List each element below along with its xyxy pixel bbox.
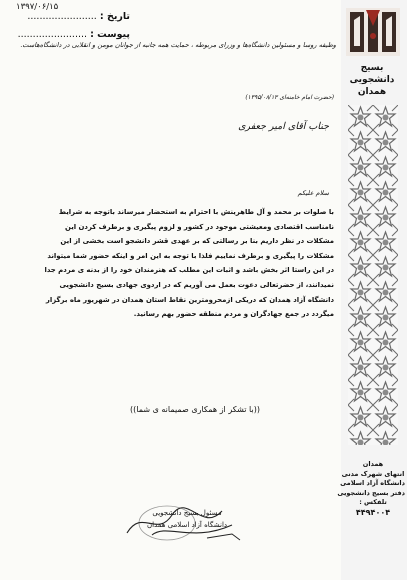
attachment-field bbox=[10, 29, 130, 40]
greeting-text: سلام علیکم bbox=[297, 189, 329, 197]
body-line: میگردد در جمع جهادگران و مردم منطقه حضور بهم رسانید. bbox=[133, 310, 334, 319]
body-line: دانشگاه آزاد همدان که دریکی ازمحرومترین نقاط استان همدان در شهریور ماه برگزار bbox=[45, 295, 334, 304]
date-field bbox=[10, 11, 130, 22]
quote-source: (حضرت امام خامنه‌ای ۱۳۹۵/۰۸/۱۳) bbox=[245, 94, 334, 101]
body-line: مشکلات را پیگیری و برطرف نماییم فلذا با توجه به این امر و اینکه حضور شما میتواند bbox=[47, 251, 334, 260]
date-dots: ....................... bbox=[27, 11, 97, 22]
signature-org: دانشگاه آزاد اسلامی همدان bbox=[146, 521, 228, 529]
date-value: ۱۳۹۷/۰۶/۱۵ bbox=[16, 2, 59, 12]
body-line: نمیدانند، از حضرتعالی دعوت بعمل می آوریم که در اردوی جهادی بسیج دانشجویی bbox=[59, 280, 334, 289]
signature-block bbox=[112, 503, 262, 548]
islamic-pattern-decoration bbox=[348, 105, 398, 445]
body-line: با صلوات بر محمد و آل طاهرینش با احترام به استحضار میرساند باتوجه به شرایط bbox=[58, 208, 334, 216]
letter-body bbox=[6, 205, 334, 322]
body-line: مشکلات در نظر داریم بنا بر رسالتی که بر عهدی قشر دانشجو است بخشی از این bbox=[60, 237, 334, 246]
brand-line: دانشجویی bbox=[349, 75, 395, 85]
contact-phone-label: تلفکس : bbox=[359, 498, 387, 506]
body-line: نامناسب اقتصادی ومعیشتی موجود در کشور و لزوم پیگیری و برطرف کردن این bbox=[65, 222, 334, 231]
contact-address: دانشگاه آزاد اسلامی bbox=[340, 479, 405, 487]
contact-info bbox=[337, 460, 405, 517]
date-label: تاریخ : bbox=[99, 11, 130, 22]
signature-title: مسئول بسیج دانشجویی bbox=[152, 509, 222, 517]
recipient-name: جناب آقای امیر جعفری bbox=[238, 121, 329, 132]
motto-text: وظیفه روسا و مسئولین دانشگاه‌ها و وزرای مربوطه ، حمایت همه جانبه از جوانان مومن و انقلابی در دانشگاه‌هاست. bbox=[20, 41, 336, 49]
attachment-dots: ....................... bbox=[17, 29, 88, 40]
contact-city: همدان bbox=[362, 460, 384, 468]
body-line: در این راستا اثر بخش باشد و اثبات این مطلب که هنرمندان خود را از بدنه ی مردم جدا bbox=[44, 266, 334, 275]
closing-text: ((با تشکر از همکاری صمیمانه ی شما)) bbox=[130, 405, 260, 414]
attachment-label: پیوست : bbox=[90, 29, 130, 40]
brand-line: بسیج bbox=[360, 63, 384, 73]
brand-text bbox=[344, 62, 400, 98]
contact-office: دفتر بسیج دانشجویی bbox=[337, 488, 405, 497]
contact-phone: ۴۴۹۴۰۰۴ bbox=[355, 507, 391, 517]
basij-logo-icon bbox=[344, 6, 402, 58]
brand-line: همدان bbox=[357, 87, 387, 97]
contact-address: انتهای شهرک مدنی bbox=[341, 469, 405, 478]
